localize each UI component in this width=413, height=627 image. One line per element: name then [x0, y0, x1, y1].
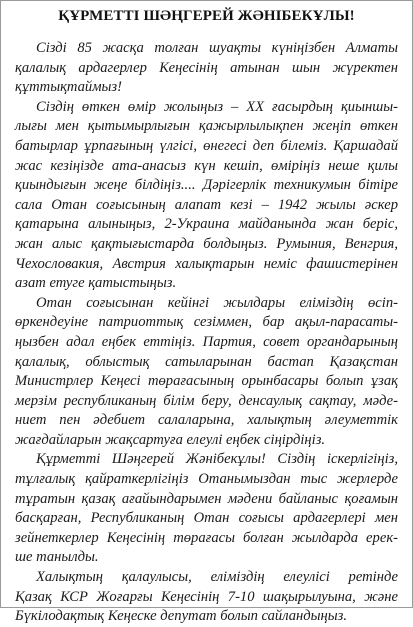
- text-line: құттықтаймыз!: [15, 79, 122, 96]
- text-line: азат етуге қатыстыңыз.: [15, 275, 177, 292]
- text-line: Қазақ КСР Жоғарғы Кеңесінің 7-10 шақырылуына, және: [15, 588, 398, 605]
- text-line: қиындығын жеңе білдіңіз.... Дәрігерлік техникумын бітіре: [15, 177, 398, 194]
- text-line: басқарған, Республиканың Отан соғысы ардагерлері мен: [15, 510, 398, 527]
- text-line: ше танылды.: [15, 549, 99, 566]
- text-line: Халықтың қалаулысы, еліміздің елеулісі ретінде: [36, 569, 398, 586]
- text-line: Министрлер Кеңесі төрағасының орынбасары болып ұзақ: [15, 373, 398, 390]
- text-line: Құрметті Шәңгерей Жәнібекұлы! Сіздің іскерлігіңіз,: [36, 451, 398, 468]
- text-line: лығы мен қытымырлығын қажырлылықпен жеңіп өткен: [15, 118, 398, 135]
- text-line: мерзім республиканың білім беру, денсаулық сақтау, мәде-: [15, 392, 398, 409]
- text-line: ңызбен адал еңбек еттіңіз. Партия, совет органдарының: [15, 333, 398, 350]
- text-line: зейнеткерлер Кеңесінің төрағасы болған жылдарда ерек-: [15, 529, 398, 546]
- text-line: Бүкілодақтық Кеңеске депутат болып сайландыңыз.: [15, 608, 348, 625]
- letter-body: [15, 39, 398, 627]
- text-line: тұратын қазақ ағайындарымен мәдени байланыс қоғамын: [15, 490, 398, 507]
- text-line: тұлғалық қайраткерлігіңіз Отанымыздан тыс жерлерде: [15, 471, 398, 488]
- text-line: қатарына алыныңыз, 2-Украина майданында жан беріс,: [15, 216, 398, 233]
- text-line: ниет пен әдебиет салаларына, халықтың әлеуметтік: [15, 412, 398, 429]
- text-line: сала Отан соғысының алапат кезі – 1942 жылы әскер: [15, 196, 398, 213]
- page-title: ҚҰРМЕТТІ ШӘҢГЕРЕЙ ЖӘНІБЕКҰЛЫ!: [58, 8, 355, 24]
- text-line: қалалық, облыстық сатыларынан бастап Қазақстан: [15, 353, 398, 370]
- text-line: жас кезіңізде ата-анасыз күн кешіп, өміріңіз неше қилы: [15, 157, 398, 174]
- text-line: Сіздің өткен өмір жолыңыз – ХХ ғасырдың қиыншы-: [36, 98, 398, 115]
- text-line: жан алыс қақтығыстарда болдыңыз. Румыния, Венгрия,: [15, 235, 398, 252]
- text-line: өркендеуіне патриоттық сезіммен, бар ақыл-парасаты-: [15, 314, 398, 331]
- text-line: батырлар ұрпағының үлгісі, өнегесі деп білеміз. Қаршадай: [15, 137, 398, 154]
- text-line: Отан соғысынан кейінгі жылдары еліміздің өсіп-: [36, 294, 398, 311]
- text-line: жағдайларын жақсартуға елеулі еңбек сіңірдіңіз.: [15, 431, 326, 448]
- text-line: қалалық ардагерлер Кеңесінің атынан шын жүректен: [15, 59, 398, 76]
- text-line: Чехословакия, Австрия халықтарын неміс фашистерінен: [15, 255, 398, 272]
- text-line: Сізді 85 жасқа толған шуақты күніңізбен Алматы: [36, 40, 398, 56]
